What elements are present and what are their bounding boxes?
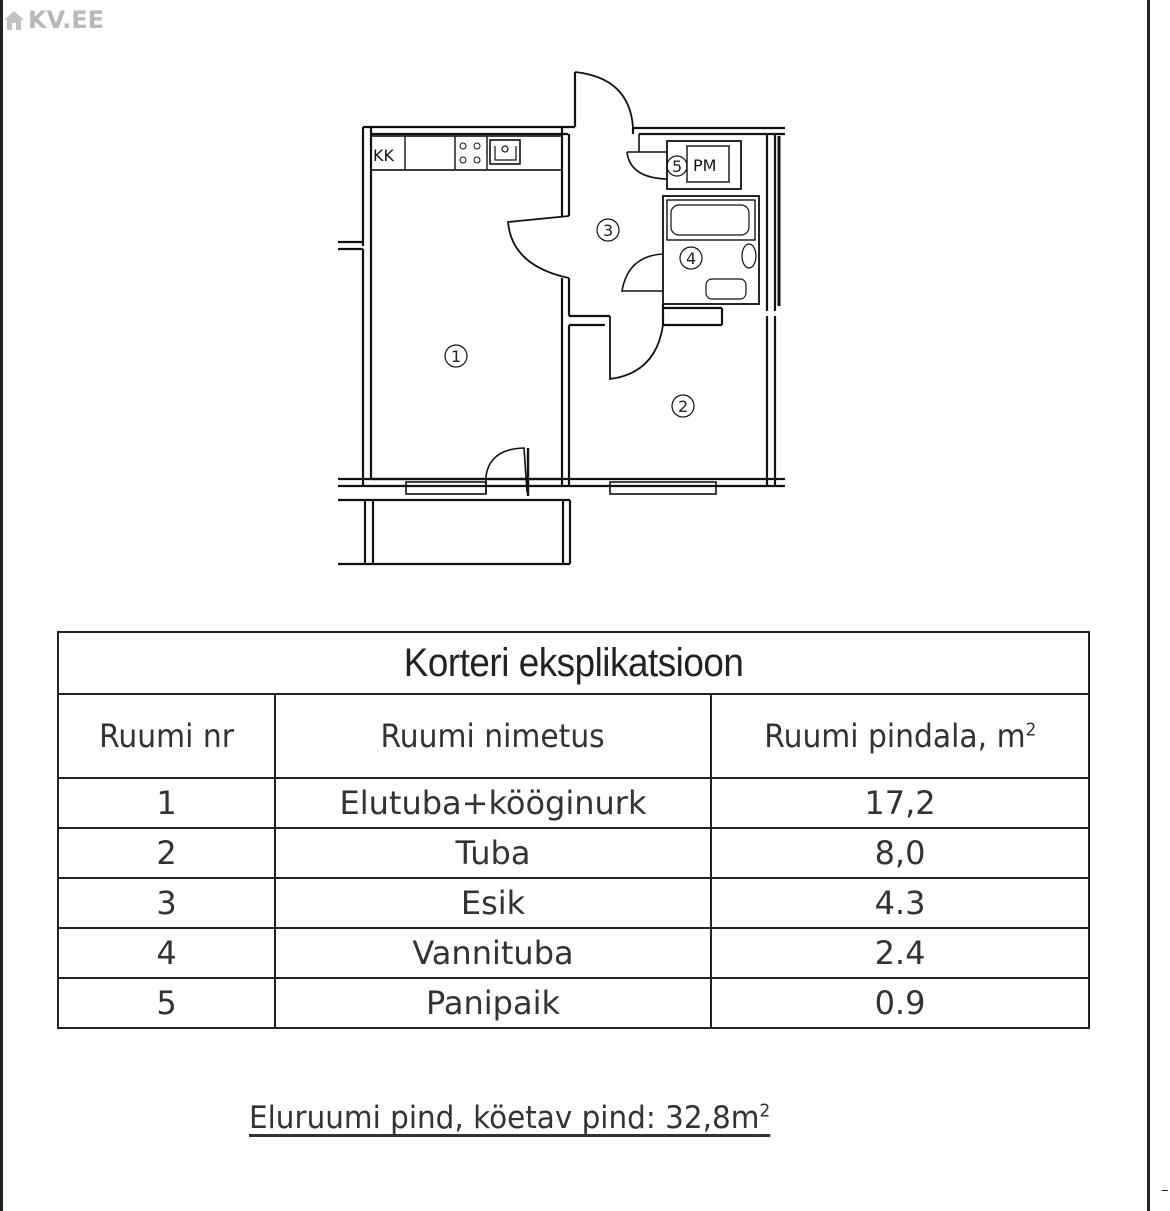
- page-border-right: [1147, 0, 1150, 1211]
- cell-nr: 1: [58, 778, 275, 828]
- page-edge-mark: [1162, 1190, 1168, 1191]
- house-icon: [2, 8, 26, 32]
- table-title-text: Korteri eksplikatsioon: [403, 640, 744, 685]
- room-marker-4: 4: [686, 249, 697, 268]
- header-room-no-text: Ruumi nr: [99, 717, 234, 755]
- fridge-label: KK: [373, 146, 394, 165]
- cell-name: Panipaik: [275, 978, 711, 1028]
- cell-nr: 3: [58, 878, 275, 928]
- storage-cabinet-label: PM: [693, 156, 717, 175]
- header-room-area-text: Ruumi pindala, m: [764, 717, 1026, 755]
- room-marker-5: 5: [672, 157, 683, 176]
- cell-area: 4.3: [711, 878, 1089, 928]
- cell-name: Vannituba: [275, 928, 711, 978]
- cell-name: Elutuba+kööginurk: [275, 778, 711, 828]
- floor-plan: [330, 66, 790, 576]
- room-marker-3: 3: [603, 221, 614, 240]
- cell-area: 8,0: [711, 828, 1089, 878]
- header-room-no: [58, 694, 275, 778]
- total-area-text: Eluruumi pind, köetav pind: 32,8m: [249, 1100, 760, 1136]
- cell-nr: 2: [58, 828, 275, 878]
- room-marker-2: 2: [678, 397, 689, 416]
- cell-area: 17,2: [711, 778, 1089, 828]
- room-marker-1: 1: [451, 347, 462, 366]
- table-row: [58, 878, 1089, 928]
- cell-name: Esik: [275, 878, 711, 928]
- table-row: [58, 928, 1089, 978]
- header-room-name-text: Ruumi nimetus: [380, 717, 606, 755]
- watermark-text: KV.EE: [28, 6, 104, 34]
- table-header-row: [58, 694, 1089, 778]
- table-row: [58, 778, 1089, 828]
- table-row: [58, 978, 1089, 1028]
- total-area-sup: 2: [759, 1100, 771, 1122]
- header-room-area-sup: 2: [1025, 719, 1037, 741]
- cell-nr: 5: [58, 978, 275, 1028]
- table-row: [58, 828, 1089, 878]
- page-border-left: [0, 0, 3, 1211]
- cell-nr: 4: [58, 928, 275, 978]
- header-room-name: [275, 694, 711, 778]
- header-room-area: [711, 694, 1089, 778]
- table-title: [58, 632, 1089, 694]
- total-area-summary: [249, 1100, 770, 1136]
- table-title-row: [58, 632, 1089, 694]
- cell-name: Tuba: [275, 828, 711, 878]
- cell-area: 2.4: [711, 928, 1089, 978]
- explication-table: [57, 631, 1090, 1029]
- cell-area: 0.9: [711, 978, 1089, 1028]
- kv-ee-watermark: [2, 6, 104, 34]
